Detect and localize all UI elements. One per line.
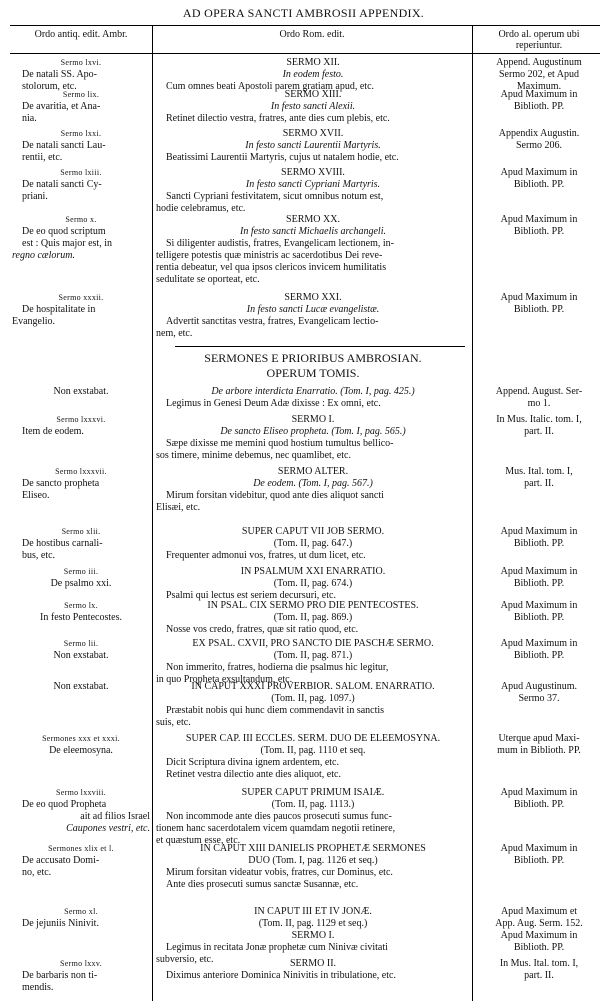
ambrosian-entry <box>12 733 150 757</box>
roman-entry-line: Ante dies prosecuti sumus sanctæ Susannæ, etc. <box>166 879 359 890</box>
location-entry <box>475 466 603 490</box>
roman-entry-line: Advertit sanctitas vestra, fratres, Evangelicam lectio- <box>166 316 379 327</box>
location-entry <box>475 526 603 550</box>
ambrosian-entry-line: De eo quod Propheta <box>22 799 107 810</box>
ambrosian-entry-line: De hostibus carnali- <box>22 538 103 549</box>
ambrosian-entry-line: Sermo iii. <box>63 567 99 576</box>
ambrosian-entry <box>12 466 150 502</box>
roman-entry-line: Mirum forsitan videbitur, quod ante dies aliquot sancti <box>166 490 384 501</box>
location-entry-line: Sermo 37. <box>518 693 560 704</box>
ambrosian-entry-line: De natali sancti Cy- <box>22 179 102 190</box>
roman-entry-line: Si diligenter audistis, fratres, Evangelicam lectionem, in- <box>166 238 394 249</box>
roman-entry <box>156 733 470 781</box>
location-entry-line: Appendix Augustin. <box>498 128 580 139</box>
roman-entry-line: Retinet vestra dilectio ante dies aliquot, etc. <box>166 769 341 780</box>
roman-entry <box>156 214 470 286</box>
column-header-other-works <box>474 29 604 51</box>
location-entry-line: Apud Maximum in <box>500 167 578 178</box>
roman-entry-line: nem, etc. <box>156 328 193 339</box>
roman-entry-line: (Tom. II, pag. 871.) <box>273 650 353 661</box>
roman-entry-line: Legimus in recitata Jonæ prophetæ cum Ninivæ civitati <box>166 942 388 953</box>
location-entry-line: Apud Maximum in <box>500 638 578 649</box>
roman-entry-line: (Tom. II, pag. 1097.) <box>271 693 355 704</box>
roman-entry-line: Nosse vos credo, fratres, quæ sit ratio quod, etc. <box>166 624 359 635</box>
location-entry-line: part. II. <box>524 478 554 489</box>
roman-entry-line: Elisæi, etc. <box>156 502 201 513</box>
ambrosian-entry-line: De natali SS. Apo- <box>22 69 97 80</box>
ambrosian-entry <box>12 214 150 262</box>
roman-entry-line: telligere potestis quæ ministris ac sacerdotibus Dei reve- <box>156 250 383 261</box>
roman-entry <box>156 128 470 164</box>
location-entry-line: Maximum. <box>516 81 562 92</box>
location-entry <box>475 787 603 811</box>
roman-entry-line: In eodem festo. <box>282 69 344 80</box>
roman-entry <box>156 906 470 966</box>
location-entry <box>475 292 603 316</box>
roman-entry-line: SUPER CAPUT VII JOB SERMO. <box>241 526 385 537</box>
section-title: SERMONES E PRIORIBUS AMBROSIAN. <box>204 351 422 365</box>
roman-entry <box>156 57 470 93</box>
location-entry-line: Apud Maximum in <box>500 843 578 854</box>
ambrosian-entry-line: bus, etc. <box>22 550 56 561</box>
location-entry-line: Apud Maximum in <box>500 292 578 303</box>
ambrosian-entry-line: priani. <box>22 191 48 202</box>
roman-entry-line: SERMO ALTER. <box>277 466 349 477</box>
ambrosian-entry-line: Sermo lxxxvii. <box>55 467 107 476</box>
ambrosian-entry-line: De avaritia, et Ana- <box>22 101 101 112</box>
roman-entry-line: Non immerito, fratres, hodierna die psalmus hic legitur, <box>166 662 389 673</box>
ambrosian-entry-line: Evangelio. <box>12 316 56 327</box>
location-entry <box>475 414 603 438</box>
location-entry-line: Sermo 202, et Apud <box>499 69 579 80</box>
roman-entry-line: hodie celebramus, etc. <box>156 203 246 214</box>
ambrosian-entry-line: mendis. <box>22 982 54 993</box>
ambrosian-entry-line: regno cælorum. <box>12 250 75 261</box>
header-top-rule <box>10 25 600 26</box>
roman-entry-line: sedulitate se oporteat, etc. <box>156 274 260 285</box>
location-entry-line: Sermo 206. <box>515 140 563 151</box>
roman-entry-line: Psalmi qui lectus est seriem decursuri, etc. <box>166 590 336 601</box>
location-entry <box>475 566 603 590</box>
column-divider-left <box>152 26 153 1001</box>
ambrosian-entry-line: Sermo lix. <box>62 90 100 99</box>
roman-entry-line: (Tom. II, pag. 674.) <box>273 578 353 589</box>
location-entry <box>475 386 603 410</box>
roman-entry-line: In festo sancti Lucæ evangelistæ. <box>246 304 380 315</box>
roman-entry-line: (Tom. II, pag. 1113.) <box>271 799 355 810</box>
roman-entry-line: De sancto Eliseo propheta. (Tom. I, pag. 565.) <box>220 426 406 437</box>
roman-entry-line: (Tom. II, pag. 869.) <box>273 612 353 623</box>
ambrosian-entry-line: no, etc. <box>22 867 52 878</box>
ambrosian-entry <box>12 600 150 624</box>
roman-entry-line: EX PSAL. CXVII, PRO SANCTO DIE PASCHÆ SERMO. <box>192 638 434 649</box>
location-entry <box>475 89 603 113</box>
roman-entry-line: SERMO XXI. <box>284 292 342 303</box>
roman-entry <box>156 600 470 636</box>
roman-entry-line: IN CAPUT III ET IV JONÆ. <box>254 906 372 917</box>
location-entry-line: Append. August. Ser- <box>495 386 583 397</box>
roman-entry <box>156 566 470 602</box>
ambrosian-entry-line: De psalmo xxi. <box>50 578 112 589</box>
roman-entry <box>156 526 470 562</box>
location-entry-line: Biblioth. PP. <box>513 612 565 623</box>
roman-entry-line: IN CAPUT XIII DANIELIS PROPHETÆ SERMONES <box>200 843 426 854</box>
location-entry-line: Biblioth. PP. <box>513 304 565 315</box>
ambrosian-entry <box>12 292 150 328</box>
roman-entry-line: In festo sancti Michaelis archangeli. <box>240 226 386 237</box>
ambrosian-entry-line: Sermo lxxxvi. <box>56 415 106 424</box>
column-divider-right <box>472 26 473 1001</box>
section-title: OPERUM TOMIS. <box>266 366 360 380</box>
roman-entry-line: SUPER CAPUT PRIMUM ISAIÆ. <box>241 787 385 798</box>
ambrosian-entry-line: Item de eodem. <box>22 426 84 437</box>
ambrosian-entry-line: nia. <box>22 113 37 124</box>
ambrosian-entry <box>12 906 150 930</box>
ambrosian-entry-line: De jejuniis Ninivit. <box>22 918 99 929</box>
roman-entry-line: SERMO XX. <box>286 214 340 225</box>
ambrosian-entry <box>12 843 150 879</box>
roman-entry <box>156 843 470 891</box>
roman-entry-line: Frequenter admonui vos, fratres, ut dum licet, etc. <box>166 550 366 561</box>
roman-entry-line: Beatissimi Laurentii Martyris, cujus ut natalem hodie, etc. <box>166 152 399 163</box>
ambrosian-entry-line: Sermo lxxviii. <box>56 788 106 797</box>
location-entry-line: mo 1. <box>527 398 551 409</box>
roman-entry-line: Cum omnes beati Apostoli parem gratiam apud, etc. <box>166 81 375 92</box>
ambrosian-entry-line: De eleemosyna. <box>49 745 113 756</box>
roman-entry-line: IN PSALMUM XXI ENARRATIO. <box>240 566 386 577</box>
roman-entry-line: Diximus anteriore Dominica Ninivitis in tribulatione, etc. <box>166 970 396 981</box>
location-entry-line: Append. Augustinum <box>496 57 582 68</box>
ambrosian-entry-line: Eliseo. <box>22 490 50 501</box>
location-entry-line: App. Aug. Serm. 152. <box>495 918 583 929</box>
location-entry <box>475 681 603 705</box>
ambrosian-entry <box>12 414 150 438</box>
location-entry <box>475 906 603 954</box>
roman-entry-line: SERMO XII. <box>286 57 340 68</box>
location-entry-line: Apud Augustinum. <box>500 681 578 692</box>
roman-entry <box>156 167 470 215</box>
ambrosian-entry-line: Non exstabat. <box>53 681 109 692</box>
roman-entry-line: tionem hanc sacerdotalem vicem quamdam negotii retinere, <box>156 823 396 834</box>
roman-entry <box>156 386 470 410</box>
ambrosian-entry-line: Non exstabat. <box>53 386 109 397</box>
ambrosian-entry-line: Sermo lx. <box>64 601 98 610</box>
roman-entry-line: De arbore interdicta Enarratio. (Tom. I, pag. 425.) <box>211 386 415 397</box>
roman-entry-line: In festo sancti Laurentii Martyris. <box>245 140 381 151</box>
ambrosian-entry-line: Sermones xxx et xxxi. <box>42 734 120 743</box>
location-entry-line: Apud Maximum in <box>500 89 578 100</box>
roman-entry <box>156 89 470 125</box>
ambrosian-entry-line: Sermo lxvi. <box>60 58 102 67</box>
location-entry-line: Biblioth. PP. <box>513 179 565 190</box>
location-entry-line: Apud Maximum in <box>500 214 578 225</box>
location-entry <box>475 733 603 757</box>
roman-entry-line: IN PSAL. CIX SERMO PRO DIE PENTECOSTES. <box>207 600 419 611</box>
roman-entry-line: rentia debeatur, vel qua ipsos clericos invicem humilitatis <box>156 262 387 273</box>
roman-entry-line: SERMO II. <box>289 958 337 969</box>
roman-entry-line: Mirum forsitan videatur vobis, fratres, cur Dominus, etc. <box>166 867 393 878</box>
roman-entry <box>156 414 470 462</box>
ambrosian-entry-line: De barbaris non ti- <box>22 970 98 981</box>
location-entry-line: Apud Maximum in <box>500 787 578 798</box>
roman-entry-line: et quæstum esse, etc. <box>156 835 241 846</box>
location-entry-line: Biblioth. PP. <box>513 538 565 549</box>
location-entry-line: Biblioth. PP. <box>513 101 565 112</box>
ambrosian-entry-line: est : Quis major est, in <box>22 238 112 249</box>
ambrosian-entry-line: De natali sancti Lau- <box>22 140 106 151</box>
roman-entry-line: in quo Propheta exsultandum, etc. <box>156 674 293 685</box>
ambrosian-entry-line: Sermo xxxii. <box>58 293 104 302</box>
ambrosian-entry <box>12 681 150 693</box>
roman-entry-line: SERMO XVII. <box>282 128 344 139</box>
roman-entry-line: IN CAPUT XXXI PROVERBIOR. SALOM. ENARRATIO. <box>191 681 435 692</box>
location-entry <box>475 167 603 191</box>
location-entry-line: In Mus. Italic. tom. I, <box>496 414 582 425</box>
location-entry-line: mum in Biblioth. PP. <box>497 745 581 756</box>
header-bottom-rule <box>10 53 600 54</box>
ambrosian-entry-line: ait ad filios Israel <box>80 811 150 822</box>
ambrosian-entry-line: Sermo xlii. <box>61 527 101 536</box>
ambrosian-entry-line: Sermo lxxv. <box>60 959 102 968</box>
column-header-ambrosian-order: Ordo antiq. edit. Ambr. <box>34 29 128 40</box>
ambrosian-entry-line: De hospitalitate in <box>22 304 96 315</box>
location-entry-line: Biblioth. PP. <box>513 855 565 866</box>
ambrosian-entry <box>12 57 150 93</box>
roman-entry-line: sos timere, minime debemus, nec quamlibet, etc. <box>156 450 351 461</box>
location-entry-line: In Mus. Ital. tom. I, <box>499 958 579 969</box>
ambrosian-entry-line: Sermo lxxi. <box>60 129 102 138</box>
column-header-other-works-line: Ordo al. operum ubi <box>498 29 580 40</box>
location-entry-line: Biblioth. PP. <box>513 799 565 810</box>
roman-entry-line: SERMO I. <box>291 414 335 425</box>
ambrosian-entry-line: Sermo xl. <box>64 907 98 916</box>
location-entry <box>475 843 603 867</box>
ambrosian-entry-line: In festo Pentecostes. <box>40 612 122 623</box>
roman-entry-line: Legimus in Genesi Deum Adæ dixisse : Ex omni, etc. <box>166 398 381 409</box>
page-title: AD OPERA SANCTI AMBROSII APPENDIX. <box>182 6 425 20</box>
roman-entry <box>156 681 470 729</box>
roman-entry <box>156 958 470 982</box>
roman-entry-line: Dicit Scriptura divina ignem ardentem, etc. <box>166 757 339 768</box>
ambrosian-entry-line: stolorum, etc. <box>22 81 77 92</box>
location-entry-line: Apud Maximum in <box>500 566 578 577</box>
roman-entry-line: DUO (Tom. I, pag. 1126 et seq.) <box>248 855 378 866</box>
location-entry-line: Apud Maximum in <box>500 600 578 611</box>
location-entry-line: part. II. <box>524 426 554 437</box>
section-divider-rule <box>175 346 465 347</box>
roman-entry-line: (Tom. II, pag. 647.) <box>273 538 353 549</box>
location-entry <box>475 638 603 662</box>
location-entry-line: Biblioth. PP. <box>513 942 565 953</box>
roman-entry-line: SUPER CAP. III ECCLES. SERM. DUO DE ELEEMOSYNA. <box>185 733 441 744</box>
location-entry <box>475 214 603 238</box>
location-entry-line: part. II. <box>524 970 554 981</box>
ambrosian-entry-line: De sancto propheta <box>22 478 100 489</box>
location-entry-line: Uterque apud Maxi- <box>498 733 580 744</box>
ambrosian-entry-line: rentii, etc. <box>22 152 63 163</box>
roman-entry-line: SERMO I. <box>291 930 335 941</box>
ambrosian-entry <box>12 167 150 203</box>
ambrosian-entry-line: De accusato Domi- <box>22 855 100 866</box>
ambrosian-entry <box>12 89 150 125</box>
roman-entry-line: (Tom. II, pag. 1110 et seq. <box>260 745 366 756</box>
roman-entry-line: In festo sancti Alexii. <box>270 101 356 112</box>
location-entry <box>475 128 603 152</box>
ambrosian-entry <box>12 787 150 835</box>
ambrosian-entry-line: Sermo lii. <box>63 639 99 648</box>
location-entry-line: Mus. Ital. tom. I, <box>505 466 573 477</box>
location-entry-line: Biblioth. PP. <box>513 226 565 237</box>
column-header-other-works-line: reperiuntur. <box>515 40 563 51</box>
roman-entry <box>156 638 470 686</box>
ambrosian-entry-line: Sermo x. <box>65 215 97 224</box>
ambrosian-entry <box>12 526 150 562</box>
location-entry <box>475 57 603 93</box>
location-entry <box>475 958 603 982</box>
roman-entry-line: De eodem. (Tom. I, pag. 567.) <box>253 478 373 489</box>
ambrosian-entry-line: Sermo lxiii. <box>60 168 102 177</box>
roman-entry-line: SERMO XIII. <box>284 89 342 100</box>
roman-entry-line: (Tom. II, pag. 1129 et seq.) <box>258 918 368 929</box>
roman-entry <box>156 292 470 340</box>
ambrosian-entry <box>12 128 150 164</box>
roman-entry-line: suis, etc. <box>156 717 191 728</box>
location-entry <box>475 600 603 624</box>
roman-entry-line: SERMO XVIII. <box>281 167 345 178</box>
location-entry-line: Apud Maximum et <box>500 906 578 917</box>
ambrosian-entry-line: Caupones vestri, etc. <box>66 823 150 834</box>
ambrosian-entry <box>12 958 150 994</box>
roman-entry-line: Sæpe dixisse me memini quod hostium tumultus bellico- <box>166 438 394 449</box>
roman-entry-line: subversio, etc. <box>156 954 214 965</box>
roman-entry-line: Sancti Cypriani festivitatem, sicut omnibus notum est, <box>166 191 384 202</box>
ambrosian-entry-line: Non exstabat. <box>53 650 109 661</box>
ambrosian-entry <box>12 638 150 662</box>
roman-entry <box>156 466 470 514</box>
location-entry-line: Apud Maximum in <box>500 526 578 537</box>
location-entry-line: Apud Maximum in <box>500 930 578 941</box>
location-entry-line: Biblioth. PP. <box>513 578 565 589</box>
roman-entry-line: Non incommode ante dies paucos prosecuti sumus func- <box>166 811 392 822</box>
ambrosian-entry-line: De eo quod scriptum <box>22 226 106 237</box>
roman-entry-line: Præstabit nobis qui hunc diem commendavit in sanctis <box>166 705 385 716</box>
location-entry-line: Biblioth. PP. <box>513 650 565 661</box>
column-header-roman-order: Ordo Rom. edit. <box>279 29 345 40</box>
ambrosian-entry-line: Sermones xlix et l. <box>48 844 114 853</box>
ambrosian-entry <box>12 386 150 398</box>
roman-entry-line: In festo sancti Cypriani Martyris. <box>245 179 381 190</box>
ambrosian-entry <box>12 566 150 590</box>
roman-entry <box>156 787 470 847</box>
roman-entry-line: Retinet dilectio vestra, fratres, ante dies cum plebis, etc. <box>166 113 390 124</box>
